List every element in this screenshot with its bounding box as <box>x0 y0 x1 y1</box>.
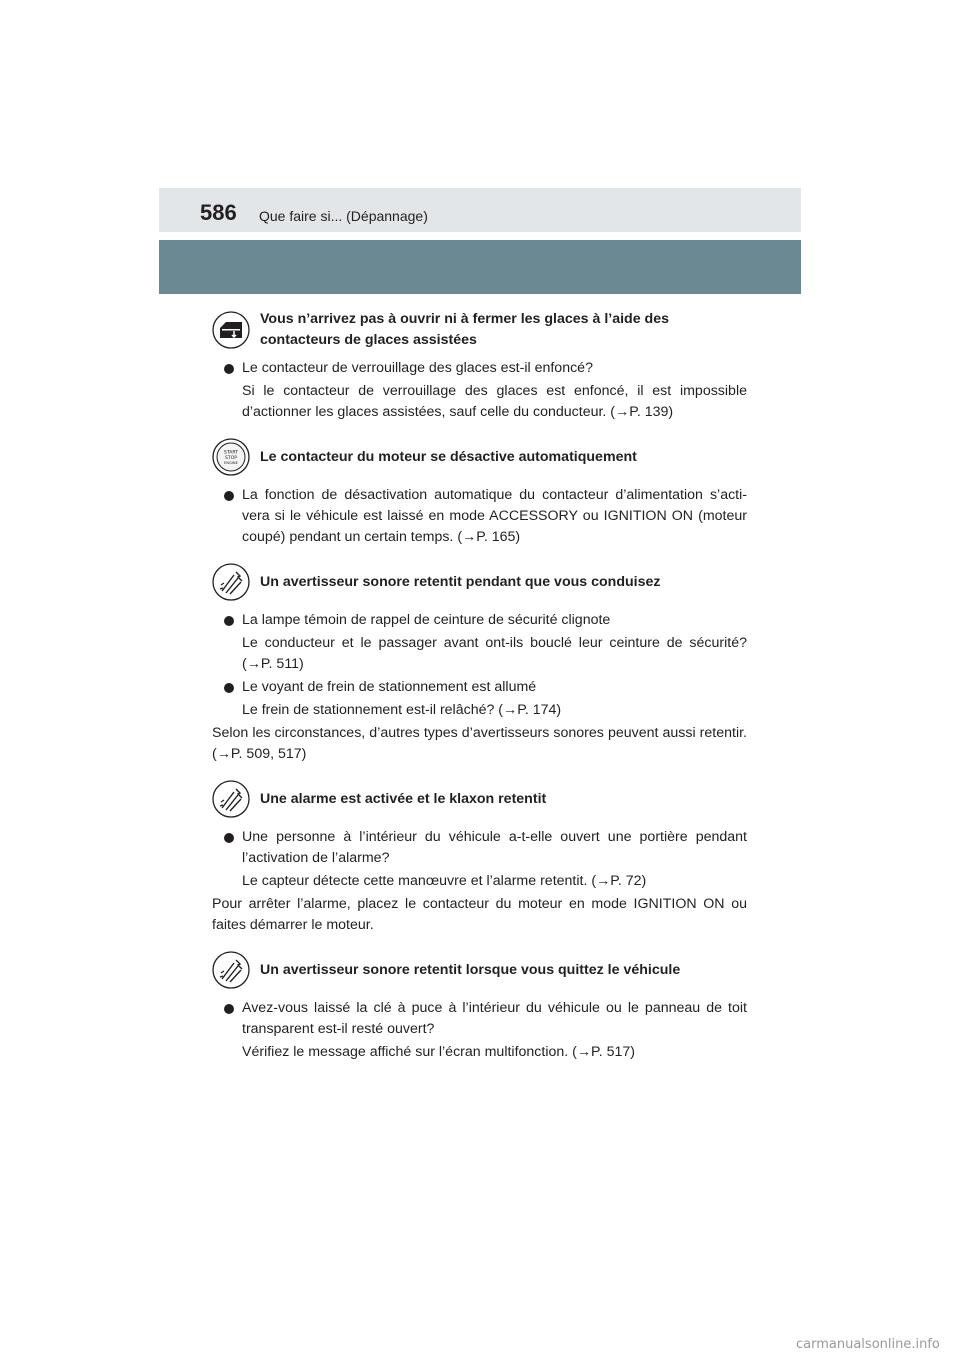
page-number: 586 <box>200 200 237 225</box>
alarm-icon <box>212 780 250 818</box>
page-content <box>212 308 747 1075</box>
list-item-bullet: La lampe témoin de rappel de ceinture de sécurité clignote <box>212 610 747 631</box>
list-item-bullet: La fonction de désactivation automatique du contacteur d’alimentation s’acti- vera si le véhicule est laissé en mode ACCESSORY ou IGNITION ON (moteur coupé) pendant un certain temps. (→P. 165) <box>212 485 747 548</box>
list-item-bullet: Une personne à l’intérieur du véhicule a-t-elle ouvert une portière pendant l’activation de l’alarme? <box>212 827 747 869</box>
icon-text-engine: ENGINE <box>224 461 238 465</box>
list-item-detail: Le frein de stationnement est-il relâché? (→P. 174) <box>242 702 562 718</box>
topic-power-windows <box>212 308 747 423</box>
topic-title: Une alarme est activée et le klaxon retentit <box>260 790 547 807</box>
list-item-detail: Si le contacteur de verrouillage des glaces est enfoncé, il est impossible d’actionner les glaces assistées, sauf celle du conducteur. (→P. 139) <box>242 383 747 420</box>
watermark: carmanualsonline.info <box>796 1337 940 1352</box>
topic-buzzer-driving <box>212 560 747 765</box>
list-item-bullet: Le contacteur de verrouillage des glaces est-il enfoncé? <box>212 358 747 379</box>
topic-alarm <box>212 777 747 936</box>
header-band <box>159 188 801 232</box>
section-title: Que faire si... (Dépannage) <box>259 208 428 224</box>
topic-note: Pour arrêter l’alarme, placez le contacteur du moteur en mode IGNITION ON ou faites démarrer le moteur. <box>212 896 747 933</box>
topic-buzzer-exit <box>212 948 747 1063</box>
list-item-detail: Le conducteur et le passager avant ont-ils bouclé leur ceinture de sécurité? (→P. 511) <box>242 635 747 672</box>
topic-header <box>212 777 747 821</box>
list-item-detail: Vérifiez le message affiché sur l’écran multifonction. (→P. 517) <box>242 1044 635 1060</box>
title-band <box>159 240 801 294</box>
engine-switch-icon <box>212 438 250 476</box>
topic-title: Le contacteur du moteur se désactive automatiquement <box>260 448 637 465</box>
buzzer-icon <box>212 563 250 601</box>
topic-note: Selon les circonstances, d’autres types d’avertisseurs sonores peuvent aussi retentir. (→P. 509, 517) <box>212 725 747 762</box>
topic-title: Un avertisseur sonore retentit pendant que vous conduisez <box>260 573 661 590</box>
topic-header <box>212 560 747 604</box>
buzzer-exit-icon <box>212 951 250 989</box>
topic-engine-switch <box>212 435 747 548</box>
topic-title: Vous n’arrivez pas à ouvrir ni à fermer les glaces à l’aide des contacteurs de glaces assistées <box>260 311 669 348</box>
topic-header <box>212 435 747 479</box>
topic-header <box>212 948 747 992</box>
icon-text-start: START <box>223 450 239 456</box>
topic-header <box>212 308 747 352</box>
list-item-bullet: Le voyant de frein de stationnement est allumé <box>212 677 747 698</box>
power-window-icon <box>212 311 250 349</box>
list-item-detail: Le capteur détecte cette manœuvre et l’alarme retentit. (→P. 72) <box>242 873 647 889</box>
list-item-bullet: Avez-vous laissé la clé à puce à l’intérieur du véhicule ou le panneau de toit transparent est-il resté ouvert? <box>212 998 747 1040</box>
icon-text-stop: STOP <box>224 456 238 461</box>
topic-title: Un avertisseur sonore retentit lorsque vous quittez le véhicule <box>260 961 681 978</box>
